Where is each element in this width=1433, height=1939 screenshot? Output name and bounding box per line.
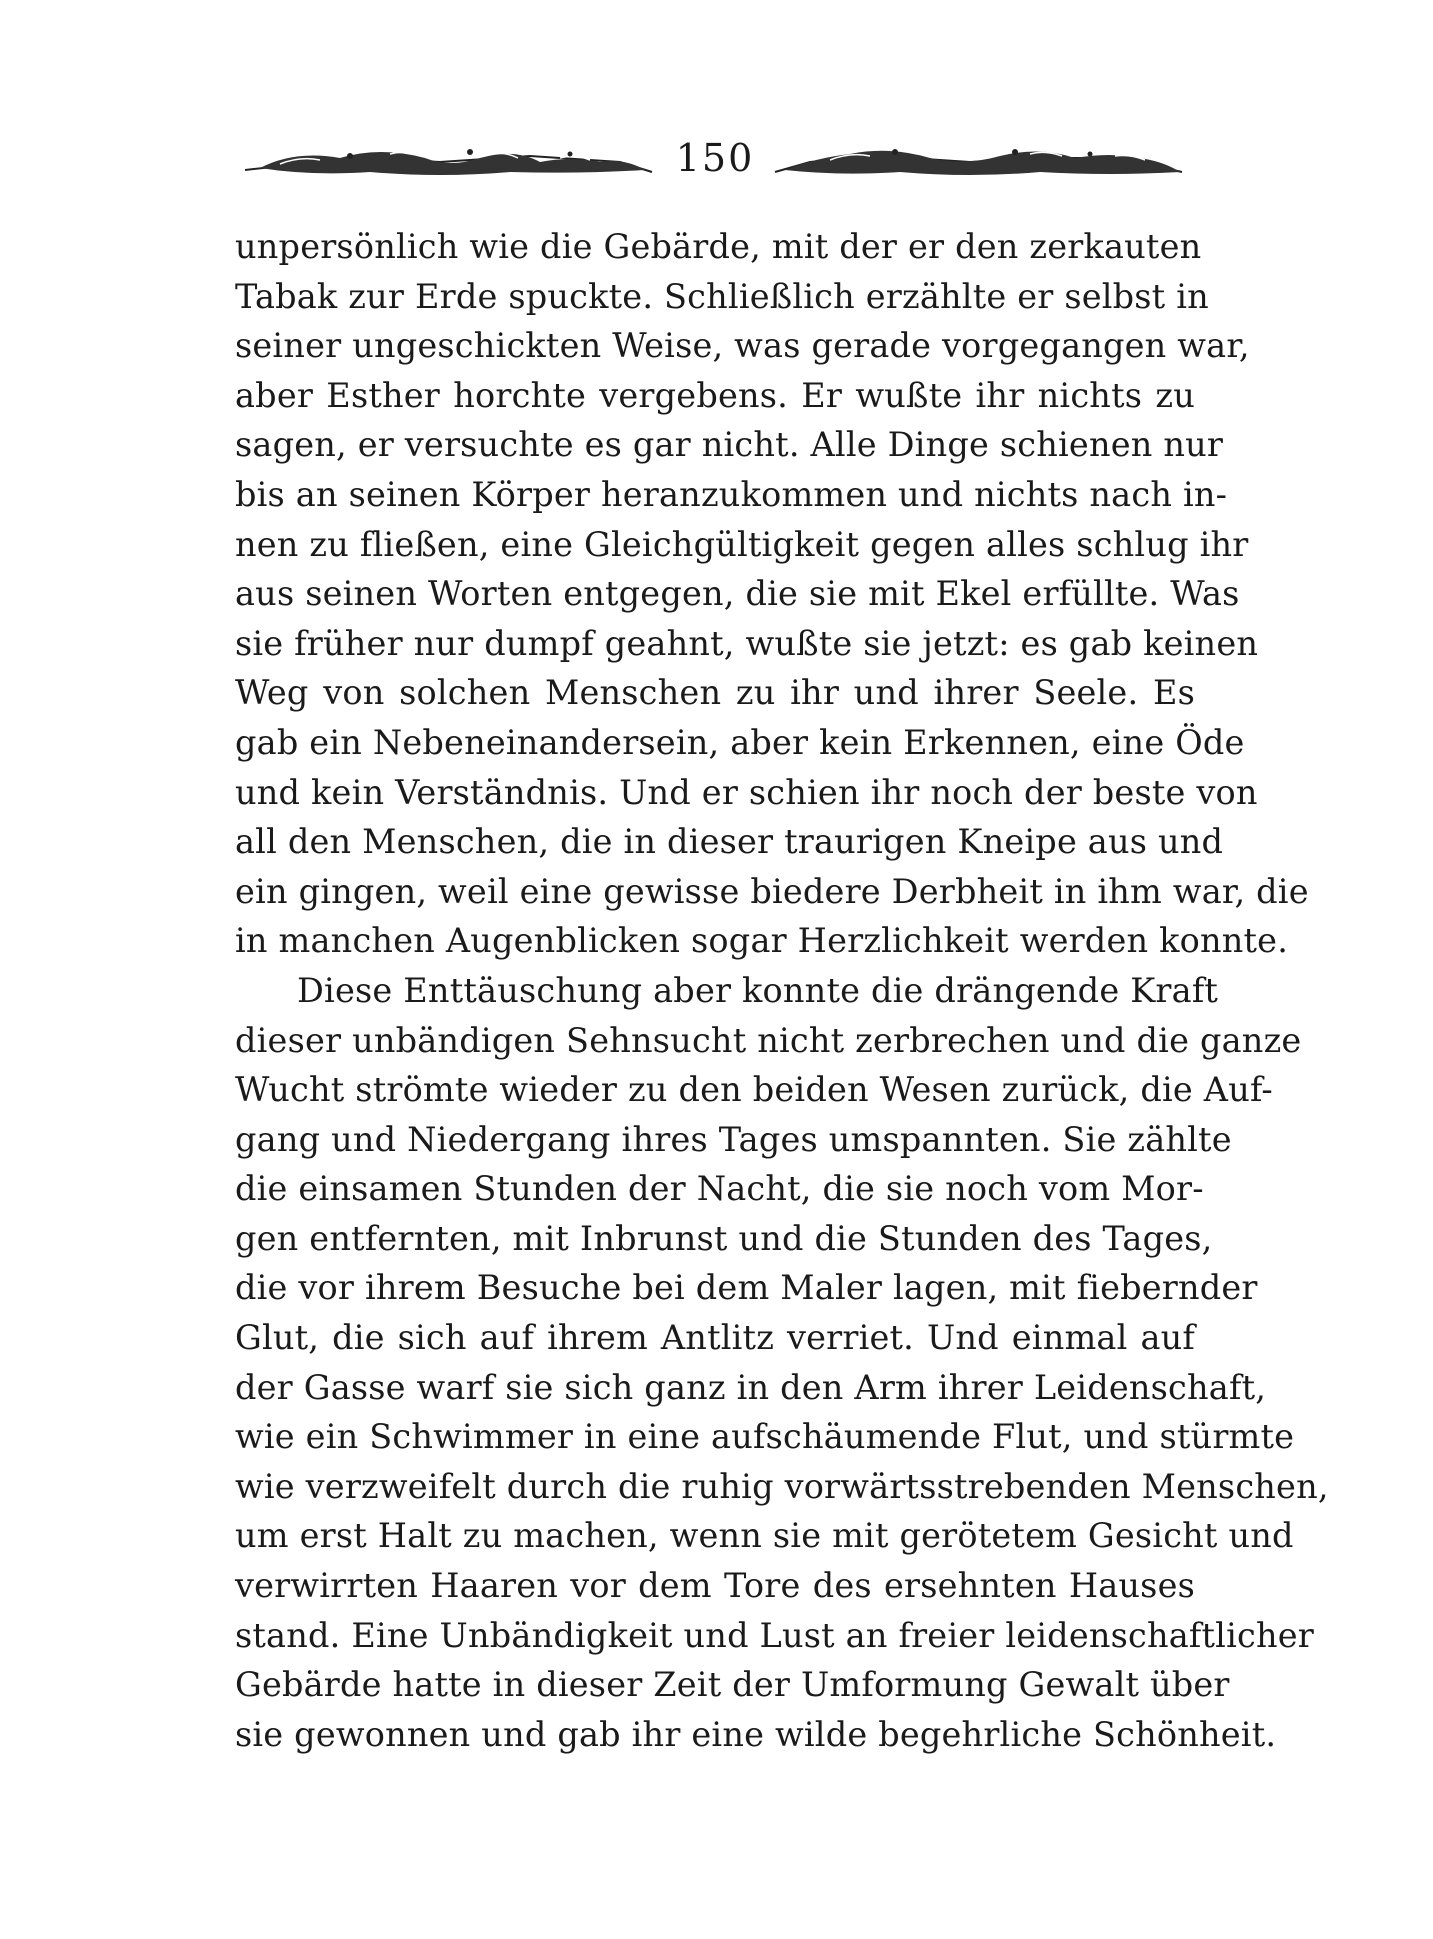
text-line: nen zu fließen, eine Gleichgültigkeit gegen alles schlug ihr [235,524,1249,564]
text-line: dieser unbändigen Sehnsucht nicht zerbrechen und die ganze [235,1020,1302,1060]
text-line: gen entfernten, mit Inbrunst und die Stunden des Tages, [235,1218,1213,1258]
text-line: aber Esther horchte vergebens. Er wußte ihr nichts zu [235,375,1195,415]
text-line: der Gasse warf sie sich ganz in den Arm ihrer Leidenschaft, [235,1367,1267,1407]
page-number: 150 [675,136,755,180]
text-line: unpersönlich wie die Gebärde, mit der er den zerkauten [235,227,1202,266]
text-line: ein gingen, weil eine gewisse biedere Derbheit in ihm war, die [235,871,1309,911]
text-line: wie ein Schwimmer in eine aufschäumende Flut, und stürmte [235,1417,1295,1457]
text-line: sagen, er versuchte es gar nicht. Alle Dinge schienen nur [235,425,1224,465]
text-line: verwirrten Haaren vor dem Tore des ersehnten Hauses [235,1566,1195,1606]
text-line: Weg von solchen Menschen zu ihr und ihrer Seele. Es [235,673,1195,713]
text-line: seiner ungeschickten Weise, was gerade vorgegangen war, [235,326,1250,366]
text-line: die vor ihrem Besuche bei dem Maler lagen, mit fiebernder [235,1268,1258,1308]
text-line: Glut, die sich auf ihrem Antlitz verriet. Und einmal auf [235,1318,1195,1358]
text-line: die einsamen Stunden der Nacht, die sie noch vom Mor- [235,1169,1204,1209]
text-line: wie verzweifelt durch die ruhig vorwärtsstrebenden Menschen, [235,1466,1329,1506]
page-header [240,128,1190,188]
text-line: in manchen Augenblicken sogar Herzlichkeit werden konnte. [235,921,1289,961]
text-line: Tabak zur Erde spuckte. Schließlich erzählte er selbst in [235,276,1209,316]
text-line: Gebärde hatte in dieser Zeit der Umformung Gewalt über [235,1665,1230,1705]
text-line: bis an seinen Körper heranzukommen und nichts nach in- [235,474,1228,514]
text-line: sie früher nur dumpf geahnt, wußte sie jetzt: es gab keinen [235,623,1259,663]
left-ornament-icon [240,128,660,188]
text-line: und kein Verständnis. Und er schien ihr noch der beste von [235,772,1258,812]
right-ornament-icon [770,128,1190,188]
text-line: all den Menschen, die in dieser traurigen Kneipe aus und [235,822,1224,862]
text-line: um erst Halt zu machen, wenn sie mit gerötetem Gesicht und [235,1516,1294,1556]
body-text [235,222,1329,1759]
text-line: gab ein Nebeneinandersein, aber kein Erkennen, eine Öde [235,722,1245,762]
text-line: gang und Niedergang ihres Tages umspannten. Sie zählte [235,1119,1232,1159]
text-line: stand. Eine Unbändigkeit und Lust an freier leidenschaftlicher [235,1615,1314,1655]
text-line: aus seinen Worten entgegen, die sie mit Ekel erfüllte. Was [235,574,1240,614]
text-line: sie gewonnen und gab ihr eine wilde begehrliche Schönheit. [235,1714,1277,1754]
text-line: Wucht strömte wieder zu den beiden Wesen zurück, die Auf- [235,1070,1273,1110]
text-line-indented: Diese Enttäuschung aber konnte die drängende Kraft [297,970,1219,1010]
